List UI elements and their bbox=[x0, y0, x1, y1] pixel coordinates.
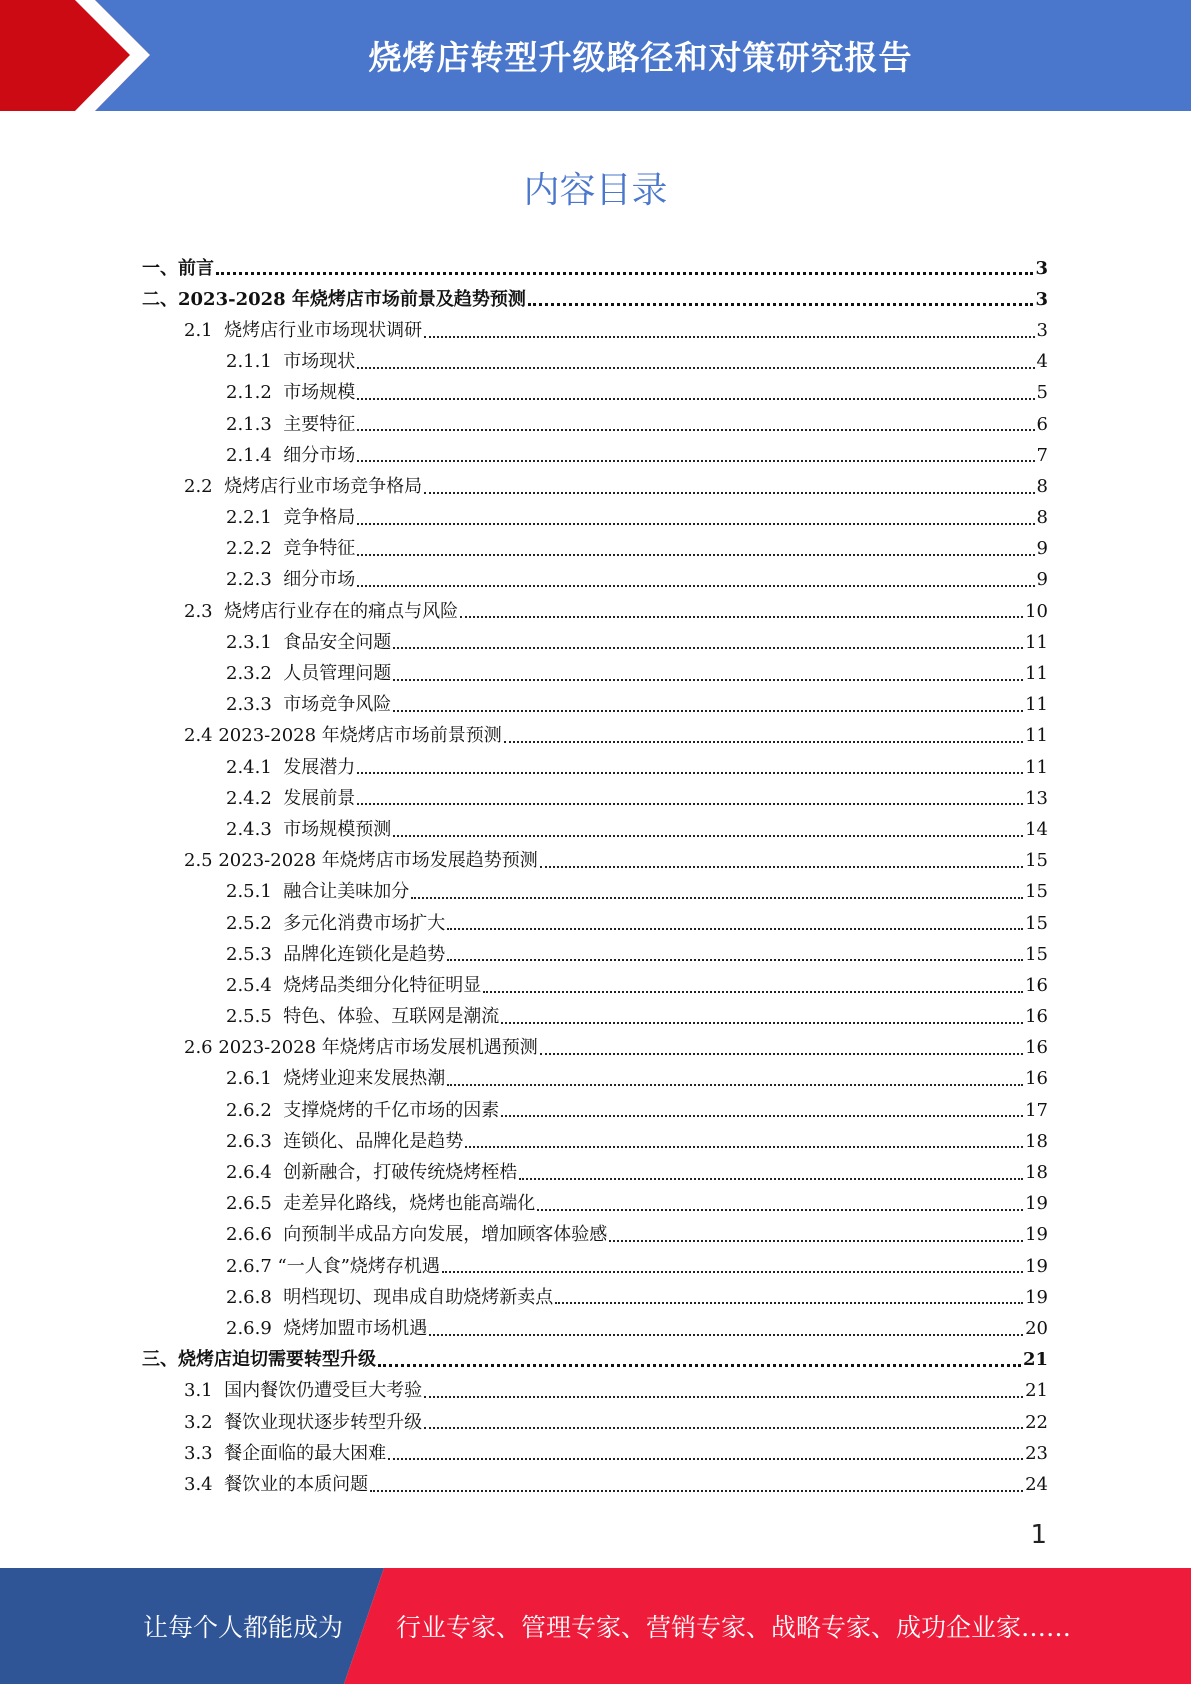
toc-dot-leader bbox=[393, 678, 1023, 681]
toc-entry-title: 餐饮业现状逐步转型升级 bbox=[224, 1411, 423, 1433]
toc-dot-leader bbox=[378, 1363, 1021, 1367]
toc-entry-page: 16 bbox=[1025, 1037, 1048, 1059]
toc-dot-leader bbox=[357, 802, 1023, 805]
header-band bbox=[0, 0, 1191, 111]
toc-entry-number: 2.5.4 bbox=[226, 974, 284, 996]
toc-entry-title: 多元化消费市场扩大 bbox=[283, 912, 446, 934]
toc-entry[interactable] bbox=[142, 253, 1048, 284]
toc-entry[interactable] bbox=[142, 1126, 1048, 1157]
toc-entry-title: 品牌化连锁化是趋势 bbox=[283, 943, 446, 965]
toc-entry-title: 融合让美味加分 bbox=[283, 881, 410, 903]
toc-entry-number: 三、 bbox=[142, 1349, 178, 1371]
toc-entry[interactable] bbox=[142, 1064, 1048, 1095]
toc-entry[interactable] bbox=[142, 596, 1048, 627]
toc-entry-number: 2.2.1 bbox=[226, 507, 284, 529]
toc-entry-title: “一人食”烧烤存机遇 bbox=[277, 1255, 440, 1277]
toc-entry-number: 2.6.9 bbox=[226, 1317, 284, 1339]
toc-entry-number: 3.4 bbox=[184, 1473, 225, 1495]
toc-entry-number: 2.4.3 bbox=[226, 818, 284, 840]
toc-entry[interactable] bbox=[142, 1282, 1048, 1313]
toc-entry-page: 14 bbox=[1025, 818, 1048, 840]
toc-entry-page: 23 bbox=[1025, 1442, 1048, 1464]
toc-entry-title: 2023-2028 年烧烤店市场发展趋势预测 bbox=[218, 850, 538, 872]
toc-entry-title: 市场规模 bbox=[283, 382, 356, 404]
toc-entry-page: 16 bbox=[1025, 1006, 1048, 1028]
toc-dot-leader bbox=[357, 459, 1034, 462]
toc-entry[interactable] bbox=[142, 534, 1048, 565]
toc-dot-leader bbox=[442, 1270, 1023, 1273]
toc-entry[interactable] bbox=[142, 908, 1048, 939]
toc-entry[interactable] bbox=[142, 1313, 1048, 1344]
toc-entry-page: 22 bbox=[1025, 1411, 1048, 1433]
toc-dot-leader bbox=[504, 740, 1023, 743]
toc-entry[interactable] bbox=[142, 658, 1048, 689]
toc-entry[interactable] bbox=[142, 877, 1048, 908]
toc-entry-page: 19 bbox=[1025, 1224, 1048, 1246]
toc-entry[interactable] bbox=[142, 440, 1048, 471]
toc-entry-title: 前言 bbox=[178, 257, 214, 279]
toc-entry-page: 21 bbox=[1022, 1349, 1048, 1371]
toc-entry[interactable] bbox=[142, 721, 1048, 752]
toc-entry-number: 2.6.2 bbox=[226, 1099, 284, 1121]
toc-entry-page: 6 bbox=[1036, 413, 1048, 435]
toc-entry-page: 7 bbox=[1036, 444, 1048, 466]
toc-entry-number: 2.6.5 bbox=[226, 1193, 284, 1215]
toc-entry[interactable] bbox=[142, 690, 1048, 721]
toc-dot-leader bbox=[555, 1301, 1023, 1304]
toc-entry-title: 烧烤店行业市场竞争格局 bbox=[224, 475, 423, 497]
toc-dot-leader bbox=[540, 1052, 1023, 1055]
toc-entry-number: 二、 bbox=[142, 288, 178, 310]
toc-entry[interactable] bbox=[142, 970, 1048, 1001]
toc-entry-title: 市场现状 bbox=[283, 351, 356, 373]
page-number: 1 bbox=[1030, 1520, 1047, 1550]
toc-entry-page: 15 bbox=[1025, 943, 1048, 965]
toc-entry-title: 创新融合，打破传统烧烤桎梏 bbox=[283, 1162, 518, 1184]
toc-entry[interactable] bbox=[142, 1033, 1048, 1064]
toc-dot-leader bbox=[411, 896, 1023, 899]
toc-entry-number: 2.5.1 bbox=[226, 881, 284, 903]
toc-dot-leader bbox=[424, 1426, 1023, 1429]
toc-entry-number: 2.6.7 bbox=[226, 1255, 278, 1277]
toc-entry-page: 13 bbox=[1025, 787, 1048, 809]
toc-entry-page: 11 bbox=[1025, 631, 1048, 653]
toc-entry-title: 国内餐饮仍遭受巨大考验 bbox=[224, 1380, 423, 1402]
toc-entry-page: 10 bbox=[1025, 600, 1048, 622]
toc-entry-title: 竞争特征 bbox=[283, 538, 356, 560]
toc-entry[interactable] bbox=[142, 1407, 1048, 1438]
toc-entry-page: 3 bbox=[1035, 288, 1048, 310]
toc-entry-page: 19 bbox=[1025, 1193, 1048, 1215]
toc-dot-leader bbox=[370, 1489, 1023, 1492]
toc-entry[interactable] bbox=[142, 315, 1048, 346]
toc-entry-title: 食品安全问题 bbox=[283, 631, 392, 653]
toc-entry-title: 餐企面临的最大困难 bbox=[224, 1442, 387, 1464]
toc-entry[interactable] bbox=[142, 1251, 1048, 1282]
toc-dot-leader bbox=[501, 1114, 1023, 1117]
toc-entry[interactable] bbox=[142, 565, 1048, 596]
toc-entry-number: 2.2.3 bbox=[226, 569, 284, 591]
toc-entry[interactable] bbox=[142, 471, 1048, 502]
toc-entry-page: 16 bbox=[1025, 1068, 1048, 1090]
toc-entry-page: 8 bbox=[1036, 507, 1048, 529]
toc-entry-page: 15 bbox=[1025, 850, 1048, 872]
toc-dot-leader bbox=[393, 834, 1023, 837]
toc-entry[interactable] bbox=[142, 814, 1048, 845]
toc-entry[interactable] bbox=[142, 1376, 1048, 1407]
toc-entry-title: 2023-2028 年烧烤店市场前景及趋势预测 bbox=[178, 288, 526, 310]
toc-entry[interactable] bbox=[142, 783, 1048, 814]
toc-entry-number: 2.6 bbox=[184, 1037, 219, 1059]
toc-entry-title: 发展潜力 bbox=[283, 756, 356, 778]
toc-dot-leader bbox=[357, 428, 1034, 431]
toc-entry[interactable] bbox=[142, 627, 1048, 658]
toc-entry-title: 烧烤业迎来发展热潮 bbox=[283, 1068, 446, 1090]
toc-dot-leader bbox=[483, 990, 1023, 993]
footer-band bbox=[0, 1568, 1191, 1684]
toc-entry-number: 2.6.1 bbox=[226, 1068, 284, 1090]
toc-dot-leader bbox=[357, 366, 1034, 369]
toc-dot-leader bbox=[609, 1239, 1023, 1242]
toc-entry-title: 市场规模预测 bbox=[283, 818, 392, 840]
toc-entry-number: 2.1.3 bbox=[226, 413, 284, 435]
toc-dot-leader bbox=[424, 1395, 1023, 1398]
toc-entry-number: 2.2.2 bbox=[226, 538, 284, 560]
toc-entry[interactable] bbox=[142, 503, 1048, 534]
toc-entry-number: 2.5 bbox=[184, 850, 219, 872]
toc-dot-leader bbox=[216, 271, 1033, 275]
toc-entry-number: 2.5.2 bbox=[226, 912, 284, 934]
toc-entry-number: 2.5.3 bbox=[226, 943, 284, 965]
toc-entry-title: 明档现切、现串成自助烧烤新卖点 bbox=[283, 1286, 554, 1308]
toc-entry-title: 人员管理问题 bbox=[283, 663, 392, 685]
toc-entry[interactable] bbox=[142, 1189, 1048, 1220]
toc-entry-number: 2.3 bbox=[184, 600, 225, 622]
toc-entry-title: 特色、体验、互联网是潮流 bbox=[283, 1006, 500, 1028]
toc-entry-page: 15 bbox=[1025, 912, 1048, 934]
toc-entry-number: 2.6.3 bbox=[226, 1130, 284, 1152]
toc-entry-title: 发展前景 bbox=[283, 787, 356, 809]
toc-entry-title: 支撑烧烤的千亿市场的因素 bbox=[283, 1099, 500, 1121]
toc-entry-page: 20 bbox=[1025, 1317, 1048, 1339]
toc-entry[interactable] bbox=[142, 1157, 1048, 1188]
toc-entry[interactable] bbox=[142, 939, 1048, 970]
toc-entry-title: 向预制半成品方向发展，增加顾客体验感 bbox=[283, 1224, 608, 1246]
toc-entry[interactable] bbox=[142, 1002, 1048, 1033]
footer-slogan-right: 行业专家、管理专家、营销专家、战略专家、成功企业家…… bbox=[396, 1613, 1072, 1642]
toc-dot-leader bbox=[460, 615, 1023, 618]
table-of-contents bbox=[142, 253, 1048, 1501]
toc-heading: 内容目录 bbox=[523, 170, 668, 211]
toc-dot-leader bbox=[424, 335, 1034, 338]
toc-entry-title: 细分市场 bbox=[283, 444, 356, 466]
toc-dot-leader bbox=[519, 1177, 1023, 1180]
toc-entry-number: 2.6.4 bbox=[226, 1162, 284, 1184]
toc-entry-page: 11 bbox=[1025, 663, 1048, 685]
toc-entry-page: 9 bbox=[1036, 569, 1048, 591]
toc-dot-leader bbox=[393, 709, 1023, 712]
toc-entry-title: 烧烤品类细分化特征明显 bbox=[283, 974, 482, 996]
toc-dot-leader bbox=[424, 491, 1034, 494]
toc-entry[interactable] bbox=[142, 1469, 1048, 1500]
toc-entry-page: 4 bbox=[1036, 351, 1048, 373]
toc-entry-title: 主要特征 bbox=[283, 413, 356, 435]
toc-entry-number: 2.3.1 bbox=[226, 631, 284, 653]
toc-dot-leader bbox=[357, 397, 1034, 400]
toc-entry-number: 2.1.1 bbox=[226, 351, 284, 373]
toc-entry-number: 2.1 bbox=[184, 319, 225, 341]
toc-entry-number: 2.3.3 bbox=[226, 694, 284, 716]
toc-entry-number: 2.6.8 bbox=[226, 1286, 284, 1308]
toc-dot-leader bbox=[540, 865, 1023, 868]
toc-entry-title: 烧烤店行业市场现状调研 bbox=[224, 319, 423, 341]
toc-entry[interactable] bbox=[142, 1220, 1048, 1251]
toc-entry-page: 3 bbox=[1036, 319, 1048, 341]
toc-entry-page: 24 bbox=[1025, 1473, 1048, 1495]
toc-entry-page: 15 bbox=[1025, 881, 1048, 903]
toc-entry-title: 细分市场 bbox=[283, 569, 356, 591]
toc-dot-leader bbox=[429, 1333, 1023, 1336]
toc-entry-number: 2.2 bbox=[184, 475, 225, 497]
toc-entry-title: 烧烤店迫切需要转型升级 bbox=[178, 1349, 376, 1371]
toc-entry-number: 3.2 bbox=[184, 1411, 225, 1433]
toc-entry-page: 11 bbox=[1025, 694, 1048, 716]
toc-entry[interactable] bbox=[142, 1438, 1048, 1469]
toc-entry-page: 5 bbox=[1036, 382, 1048, 404]
toc-entry-page: 16 bbox=[1025, 974, 1048, 996]
toc-entry-number: 2.3.2 bbox=[226, 663, 284, 685]
toc-entry[interactable] bbox=[142, 1345, 1048, 1376]
toc-entry-number: 2.6.6 bbox=[226, 1224, 284, 1246]
toc-entry-page: 9 bbox=[1036, 538, 1048, 560]
toc-dot-leader bbox=[357, 771, 1023, 774]
toc-entry-page: 19 bbox=[1025, 1286, 1048, 1308]
toc-entry[interactable] bbox=[142, 378, 1048, 409]
toc-entry[interactable] bbox=[142, 347, 1048, 378]
toc-entry-title: 市场竞争风险 bbox=[283, 694, 392, 716]
toc-entry-page: 17 bbox=[1025, 1099, 1048, 1121]
toc-entry-title: 烧烤加盟市场机遇 bbox=[283, 1317, 428, 1339]
toc-dot-leader bbox=[447, 927, 1023, 930]
footer-slogan-left: 让每个人都能成为 bbox=[143, 1613, 344, 1642]
toc-entry-page: 11 bbox=[1025, 725, 1048, 747]
toc-entry-page: 8 bbox=[1036, 475, 1048, 497]
toc-dot-leader bbox=[537, 1208, 1023, 1211]
toc-dot-leader bbox=[528, 302, 1034, 306]
toc-entry-number: 2.4.1 bbox=[226, 756, 284, 778]
toc-entry-number: 一、 bbox=[142, 257, 178, 279]
toc-entry-page: 3 bbox=[1035, 257, 1048, 279]
toc-entry-title: 餐饮业的本质问题 bbox=[224, 1473, 369, 1495]
toc-entry-title: 走差异化路线，烧烤也能高端化 bbox=[283, 1193, 536, 1215]
toc-dot-leader bbox=[447, 1083, 1023, 1086]
toc-entry-number: 3.1 bbox=[184, 1380, 225, 1402]
toc-entry-number: 2.5.5 bbox=[226, 1006, 284, 1028]
toc-entry-title: 烧烤店行业存在的痛点与风险 bbox=[224, 600, 459, 622]
toc-entry-page: 18 bbox=[1025, 1130, 1048, 1152]
toc-dot-leader bbox=[465, 1145, 1023, 1148]
toc-entry-page: 11 bbox=[1025, 756, 1048, 778]
toc-dot-leader bbox=[357, 584, 1034, 587]
toc-entry[interactable] bbox=[142, 846, 1048, 877]
toc-entry-number: 3.3 bbox=[184, 1442, 225, 1464]
toc-entry-number: 2.4.2 bbox=[226, 787, 284, 809]
toc-dot-leader bbox=[447, 958, 1023, 961]
toc-entry[interactable] bbox=[142, 409, 1048, 440]
toc-entry-title: 连锁化、品牌化是趋势 bbox=[283, 1130, 464, 1152]
toc-entry[interactable] bbox=[142, 1095, 1048, 1126]
toc-dot-leader bbox=[357, 553, 1034, 556]
toc-entry[interactable] bbox=[142, 284, 1048, 315]
toc-entry[interactable] bbox=[142, 752, 1048, 783]
toc-entry-page: 21 bbox=[1025, 1380, 1048, 1402]
toc-entry-title: 2023-2028 年烧烤店市场前景预测 bbox=[218, 725, 502, 747]
toc-entry-number: 2.1.2 bbox=[226, 382, 284, 404]
toc-entry-number: 2.4 bbox=[184, 725, 219, 747]
toc-entry-number: 2.1.4 bbox=[226, 444, 284, 466]
toc-entry-page: 19 bbox=[1025, 1255, 1048, 1277]
toc-dot-leader bbox=[393, 646, 1023, 649]
toc-dot-leader bbox=[388, 1457, 1023, 1460]
toc-dot-leader bbox=[501, 1021, 1023, 1024]
toc-entry-title: 2023-2028 年烧烤店市场发展机遇预测 bbox=[218, 1037, 538, 1059]
toc-entry-page: 18 bbox=[1025, 1162, 1048, 1184]
toc-dot-leader bbox=[357, 522, 1034, 525]
toc-entry-title: 竞争格局 bbox=[283, 507, 356, 529]
report-title: 烧烤店转型升级路径和对策研究报告 bbox=[368, 38, 913, 77]
